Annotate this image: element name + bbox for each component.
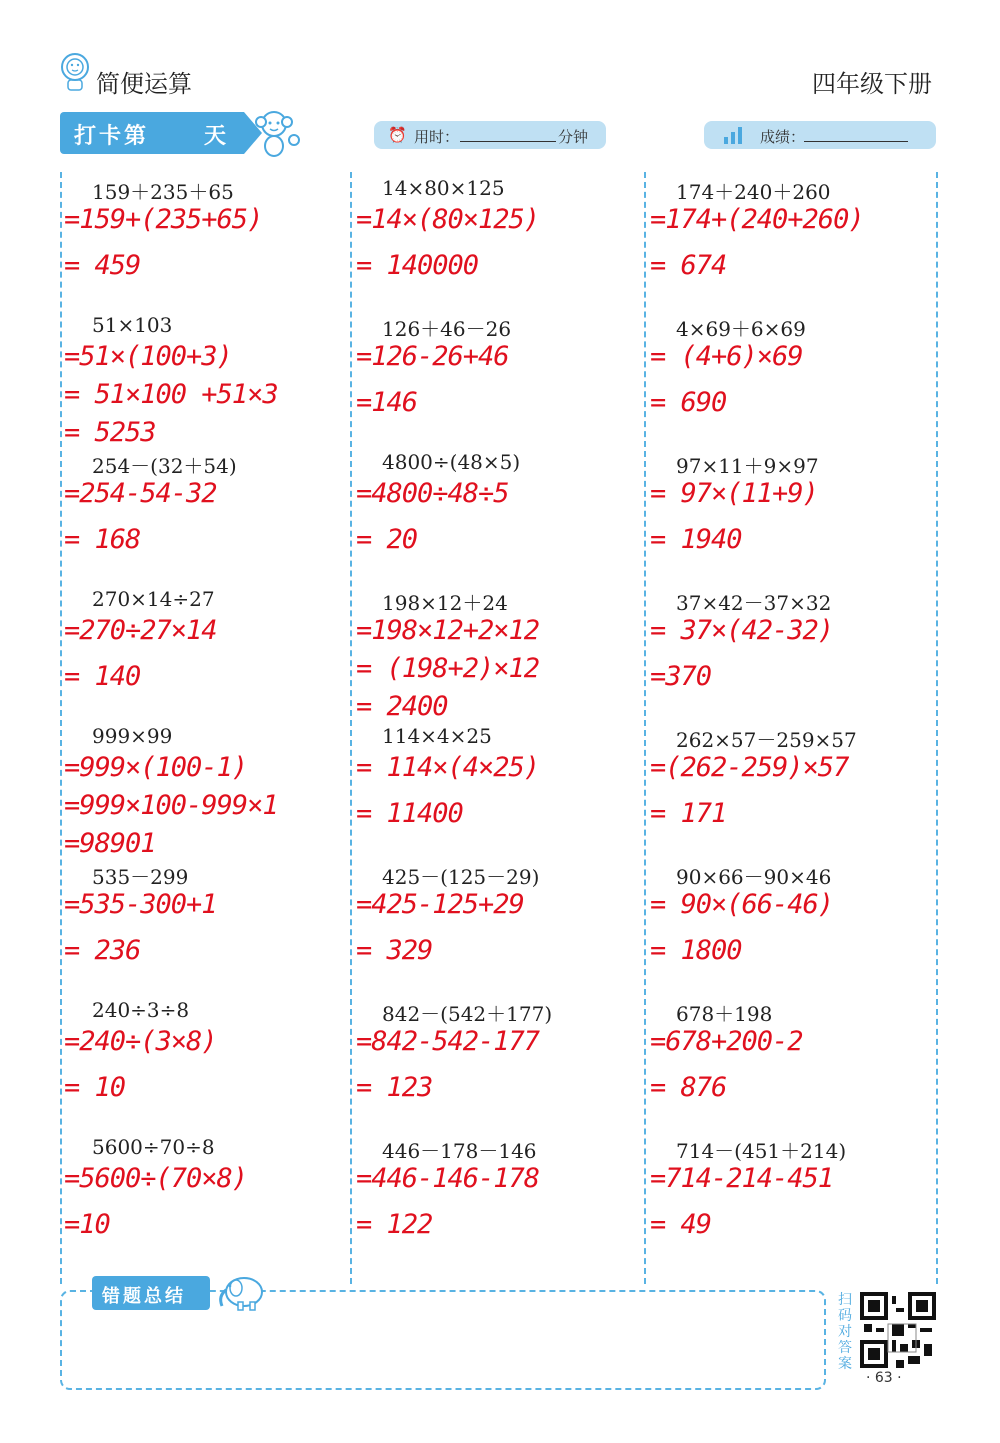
answer-step: = 114×(4×25) bbox=[356, 752, 540, 783]
problem-text: 240÷3÷8 bbox=[92, 998, 190, 1022]
checkin-banner bbox=[60, 112, 244, 154]
answer-step: = 37×(42-32) bbox=[650, 615, 834, 646]
problem-text: 999×99 bbox=[92, 724, 173, 748]
problem-text: 51×103 bbox=[92, 313, 173, 337]
page-title: 简便运算 bbox=[96, 70, 192, 98]
answer-step: = 90×(66-46) bbox=[650, 889, 834, 920]
column-divider bbox=[644, 172, 646, 1284]
column-divider bbox=[936, 172, 938, 1284]
problem-text: 270×14÷27 bbox=[92, 587, 215, 611]
checkin-suffix: 天 bbox=[204, 124, 227, 149]
problem-text: 842－(542＋177) bbox=[382, 1002, 553, 1026]
problem-text: 37×42－37×32 bbox=[676, 591, 832, 615]
qr-code-icon[interactable] bbox=[860, 1292, 936, 1368]
problem-text: 126＋46－26 bbox=[382, 317, 512, 341]
problem-text: 14×80×125 bbox=[382, 176, 505, 200]
answer-step: =126-26+46 bbox=[356, 341, 509, 372]
problem-text: 446－178－146 bbox=[382, 1139, 537, 1163]
score-field[interactable] bbox=[704, 121, 936, 149]
problem-text: 254－(32＋54) bbox=[92, 454, 237, 478]
answer-step: = 49 bbox=[650, 1209, 712, 1240]
problem-text: 97×11＋9×97 bbox=[676, 454, 819, 478]
problem-text: 4×69＋6×69 bbox=[676, 317, 806, 341]
answer-step: =535-300+1 bbox=[64, 889, 217, 920]
answer-step: = 51×100 +51×3 bbox=[64, 379, 278, 410]
answer-step: = 171 bbox=[650, 798, 727, 829]
score-label: 成绩： bbox=[760, 128, 806, 146]
problem-text: 198×12＋24 bbox=[382, 591, 508, 615]
page-number: · 63 · bbox=[866, 1370, 902, 1386]
problem-text: 262×57－259×57 bbox=[676, 728, 857, 752]
answer-step: =999×(100-1) bbox=[64, 752, 248, 783]
time-field[interactable] bbox=[374, 121, 606, 149]
problem-text: 159＋235＋65 bbox=[92, 180, 234, 204]
answer-step: = 329 bbox=[356, 935, 433, 966]
answer-step: =146 bbox=[356, 387, 418, 418]
answer-step: = 1800 bbox=[650, 935, 742, 966]
problem-text: 425－(125－29) bbox=[382, 865, 540, 889]
score-blank bbox=[804, 141, 908, 142]
time-unit: 分钟 bbox=[558, 128, 589, 146]
answer-step: =10 bbox=[64, 1209, 110, 1240]
answer-step: = 168 bbox=[64, 524, 141, 555]
answer-step: = 140000 bbox=[356, 250, 479, 281]
answer-step: = 2400 bbox=[356, 691, 448, 722]
answer-step: = 11400 bbox=[356, 798, 463, 829]
error-summary-title: 错题总结 bbox=[92, 1276, 210, 1310]
problem-text: 535－299 bbox=[92, 865, 189, 889]
elephant-mascot-icon bbox=[214, 1272, 270, 1312]
answer-step: =198×12+2×12 bbox=[356, 615, 540, 646]
monkey-mascot-icon bbox=[248, 104, 304, 160]
answer-step: =842-542-177 bbox=[356, 1026, 540, 1057]
lion-logo-icon bbox=[58, 52, 92, 92]
answer-step: = 140 bbox=[64, 661, 141, 692]
scan-answer-text: 扫码对答案 bbox=[838, 1292, 852, 1372]
answer-step: = 97×(11+9) bbox=[650, 478, 818, 509]
answer-step: =159+(235+65) bbox=[64, 204, 263, 235]
answer-step: = 236 bbox=[64, 935, 141, 966]
problem-text: 174＋240＋260 bbox=[676, 180, 831, 204]
problem-text: 678＋198 bbox=[676, 1002, 773, 1026]
answer-step: =14×(80×125) bbox=[356, 204, 540, 235]
answer-step: =4800÷48÷5 bbox=[356, 478, 509, 509]
answer-step: =254-54-32 bbox=[64, 478, 217, 509]
answer-step: = 1940 bbox=[650, 524, 742, 555]
answer-step: = 122 bbox=[356, 1209, 433, 1240]
answer-step: = 20 bbox=[356, 524, 418, 555]
answer-step: = 690 bbox=[650, 387, 727, 418]
problem-text: 114×4×25 bbox=[382, 724, 492, 748]
answer-step: =5600÷(70×8) bbox=[64, 1163, 248, 1194]
grade-label: 四年级下册 bbox=[812, 70, 932, 98]
answer-step: =51×(100+3) bbox=[64, 341, 232, 372]
answer-step: =(262-259)×57 bbox=[650, 752, 849, 783]
checkin-prefix: 打卡第 bbox=[74, 124, 150, 149]
answer-step: = 10 bbox=[64, 1072, 126, 1103]
bar-chart-icon bbox=[722, 126, 744, 148]
answer-step: =425-125+29 bbox=[356, 889, 524, 920]
answer-step: = 876 bbox=[650, 1072, 727, 1103]
answer-step: =270÷27×14 bbox=[64, 615, 217, 646]
problem-text: 90×66－90×46 bbox=[676, 865, 832, 889]
answer-step: =240÷(3×8) bbox=[64, 1026, 217, 1057]
clock-icon: ⏰ bbox=[388, 126, 407, 144]
problem-text: 714－(451＋214) bbox=[676, 1139, 847, 1163]
time-blank bbox=[460, 141, 556, 142]
problem-text: 5600÷70÷8 bbox=[92, 1135, 215, 1159]
answer-step: = 459 bbox=[64, 250, 141, 281]
answer-step: =678+200-2 bbox=[650, 1026, 803, 1057]
answer-step: = 5253 bbox=[64, 417, 156, 448]
column-divider bbox=[350, 172, 352, 1284]
answer-step: =714-214-451 bbox=[650, 1163, 834, 1194]
answer-step: =174+(240+260) bbox=[650, 204, 864, 235]
answer-step: = 674 bbox=[650, 250, 727, 281]
answer-step: = (4+6)×69 bbox=[650, 341, 803, 372]
answer-step: =999×100-999×1 bbox=[64, 790, 278, 821]
answer-step: =370 bbox=[650, 661, 712, 692]
answer-step: =98901 bbox=[64, 828, 156, 859]
answer-step: = (198+2)×12 bbox=[356, 653, 540, 684]
answer-step: = 123 bbox=[356, 1072, 433, 1103]
column-divider bbox=[60, 172, 62, 1284]
problem-text: 4800÷(48×5) bbox=[382, 450, 521, 474]
answer-step: =446-146-178 bbox=[356, 1163, 540, 1194]
time-label: 用时： bbox=[414, 128, 460, 146]
